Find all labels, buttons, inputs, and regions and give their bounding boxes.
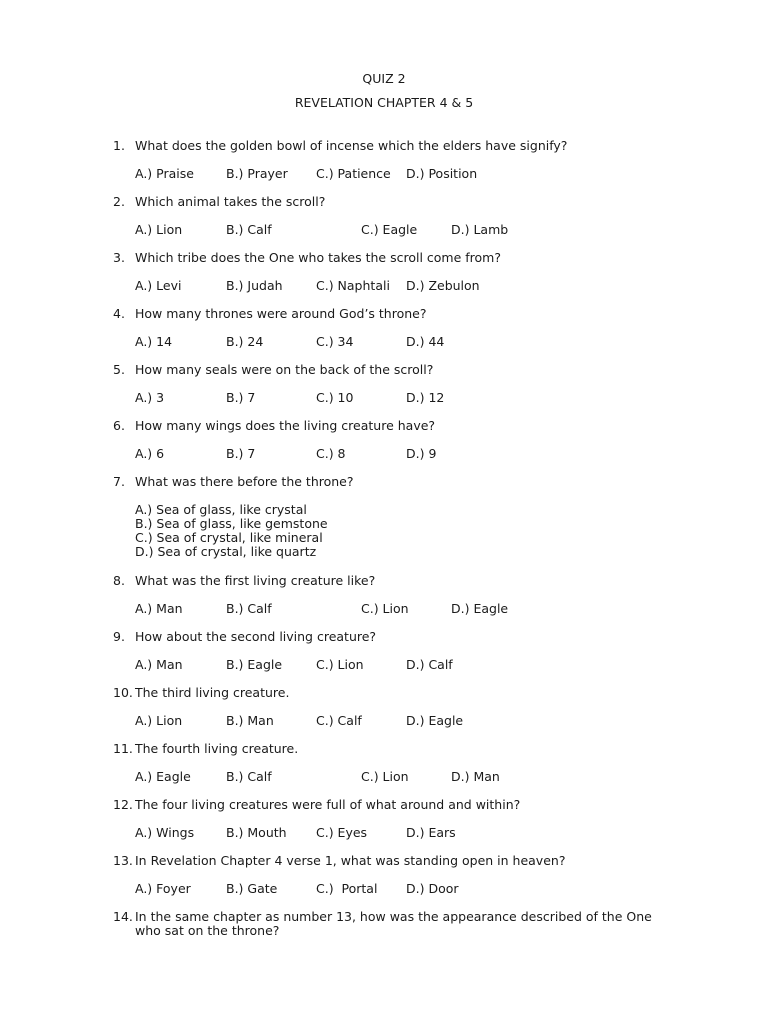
option-c: C.) Lion <box>316 657 364 672</box>
question-number: 1. <box>113 138 125 153</box>
answer-options-7 <box>135 503 328 559</box>
question-number: 12. <box>113 797 133 812</box>
option-b: B.) Sea of glass, like gemstone <box>135 516 328 531</box>
option-b: B.) 24 <box>226 334 264 349</box>
option-c: C.) Lion <box>361 769 409 784</box>
option-d: D.) 9 <box>406 446 437 461</box>
option-a: A.) Lion <box>135 713 183 728</box>
option-d: D.) Ears <box>406 825 456 840</box>
answer-options-3 <box>135 279 695 293</box>
option-d: D.) Eagle <box>451 601 509 616</box>
option-d: D.) Man <box>451 769 500 784</box>
option-d: D.) Calf <box>406 657 453 672</box>
option-b: B.) Eagle <box>226 657 283 672</box>
option-c: C.) Eagle <box>361 222 418 237</box>
question-text: In Revelation Chapter 4 verse 1, what was standing open in heaven? <box>135 853 566 868</box>
option-a: A.) Man <box>135 601 183 616</box>
question-number: 4. <box>113 306 125 321</box>
question-text: How many thrones were around God’s throne? <box>135 306 427 321</box>
option-c: C.) Sea of crystal, like mineral <box>135 530 323 545</box>
option-b: B.) 7 <box>226 390 256 405</box>
option-a: A.) Wings <box>135 825 195 840</box>
option-d: D.) 44 <box>406 334 445 349</box>
question-number: 9. <box>113 629 125 644</box>
question-text: Which animal takes the scroll? <box>135 194 326 209</box>
option-d: D.) Door <box>406 881 459 896</box>
option-a: A.) 3 <box>135 390 165 405</box>
option-b: B.) Calf <box>226 222 272 237</box>
option-b: B.) 7 <box>226 446 256 461</box>
option-d: D.) 12 <box>406 390 445 405</box>
question-text: Which tribe does the One who takes the scroll come from? <box>135 250 501 265</box>
option-b: B.) Prayer <box>226 166 288 181</box>
option-c: C.) Calf <box>316 713 362 728</box>
answer-options-9 <box>135 658 695 672</box>
option-b: B.) Gate <box>226 881 278 896</box>
option-a: A.) 14 <box>135 334 173 349</box>
option-c: C.) 10 <box>316 390 354 405</box>
question-text: The four living creatures were full of what around and within? <box>135 797 521 812</box>
option-a: A.) Foyer <box>135 881 191 896</box>
question-number: 11. <box>113 741 133 756</box>
question-number: 3. <box>113 250 125 265</box>
option-c: C.) Patience <box>316 166 391 181</box>
option-c: C.) Eyes <box>316 825 368 840</box>
answer-options-6 <box>135 447 695 461</box>
option-d: D.) Eagle <box>406 713 464 728</box>
option-b: B.) Calf <box>226 601 272 616</box>
question-text: How many seals were on the back of the scroll? <box>135 362 434 377</box>
question-number: 2. <box>113 194 125 209</box>
option-a: A.) Man <box>135 657 183 672</box>
answer-options-11 <box>135 770 695 784</box>
option-b: B.) Judah <box>226 278 283 293</box>
option-a: A.) 6 <box>135 446 165 461</box>
quiz-title: QUIZ 2 <box>362 71 406 86</box>
answer-options-2 <box>135 223 695 237</box>
answer-options-10 <box>135 714 695 728</box>
option-a: A.) Eagle <box>135 769 191 784</box>
option-c: C.) Portal <box>316 881 378 896</box>
option-a: A.) Lion <box>135 222 183 237</box>
chapter-title: REVELATION CHAPTER 4 & 5 <box>294 95 474 110</box>
answer-options-1 <box>135 167 695 181</box>
question-number: 14. <box>113 909 133 924</box>
answer-options-13 <box>135 882 695 896</box>
answer-options-4 <box>135 335 695 349</box>
question-text: What does the golden bowl of incense which the elders have signify? <box>135 138 568 153</box>
question-text: The fourth living creature. <box>135 741 299 756</box>
question-text: What was there before the throne? <box>135 474 354 489</box>
question-14 <box>113 910 713 940</box>
option-c: C.) 8 <box>316 446 346 461</box>
option-a: A.) Sea of glass, like crystal <box>135 502 307 517</box>
option-a: A.) Levi <box>135 278 182 293</box>
option-b: B.) Calf <box>226 769 272 784</box>
question-number: 13. <box>113 853 133 868</box>
question-text: How many wings does the living creature have? <box>135 418 436 433</box>
option-c: C.) Naphtali <box>316 278 390 293</box>
question-number: 7. <box>113 474 125 489</box>
question-text: How about the second living creature? <box>135 629 377 644</box>
question-number: 5. <box>113 362 125 377</box>
option-d: D.) Lamb <box>451 222 509 237</box>
option-d: D.) Position <box>406 166 478 181</box>
question-number: 10. <box>113 685 133 700</box>
question-number: 6. <box>113 418 125 433</box>
option-d: D.) Zebulon <box>406 278 480 293</box>
answer-options-5 <box>135 391 695 405</box>
question-text: In the same chapter as number 13, how was the appearance described of the One who sat on the throne? <box>135 909 652 938</box>
question-text: What was the first living creature like? <box>135 573 376 588</box>
option-c: C.) 34 <box>316 334 354 349</box>
answer-options-8 <box>135 602 695 616</box>
answer-options-12 <box>135 826 695 840</box>
option-a: A.) Praise <box>135 166 194 181</box>
option-d: D.) Sea of crystal, like quartz <box>135 544 317 559</box>
option-b: B.) Mouth <box>226 825 287 840</box>
option-c: C.) Lion <box>361 601 409 616</box>
option-b: B.) Man <box>226 713 274 728</box>
question-number: 8. <box>113 573 125 588</box>
question-text: The third living creature. <box>135 685 290 700</box>
